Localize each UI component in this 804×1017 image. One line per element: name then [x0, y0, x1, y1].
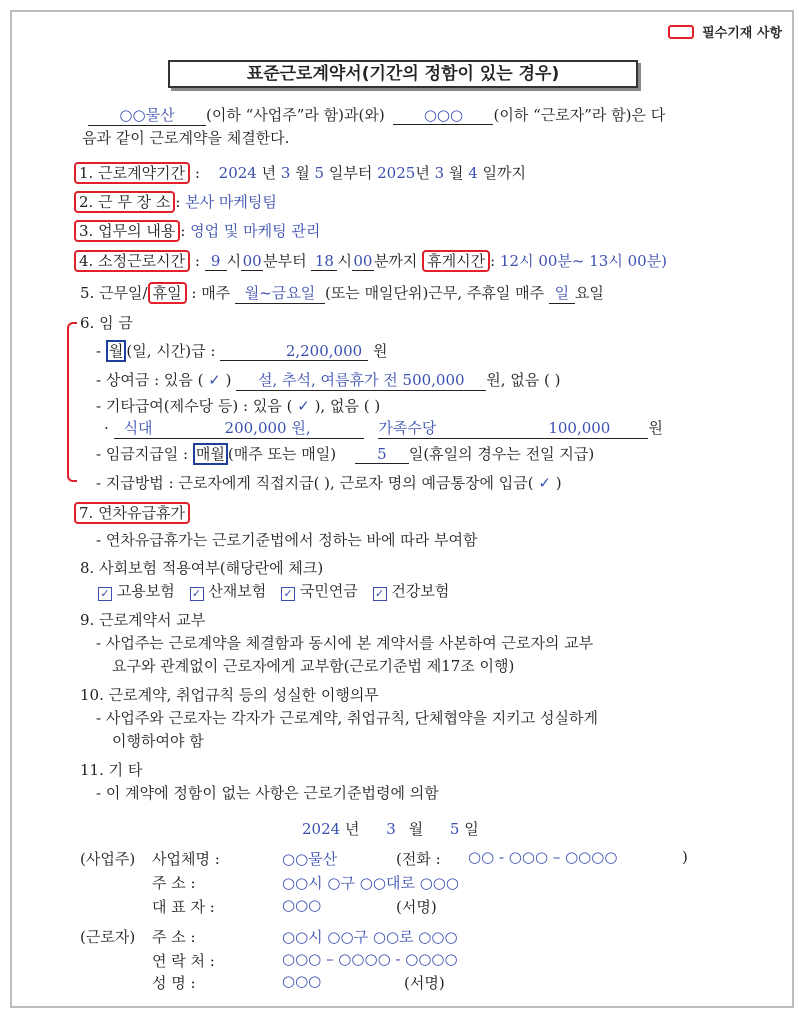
employer-address-value[interactable]: ○○시 ○구 ○○대로 ○○○ — [282, 874, 459, 892]
faithful-performance-line-1: - 사업주와 근로자는 각자가 근로계약, 취업규칙, 단체협약을 지키고 성실하게 — [96, 709, 598, 727]
s3-num: 3. — [79, 222, 94, 240]
holiday-label: 휴일 — [148, 282, 187, 304]
workplace-value[interactable]: 본사 마케팅팀 — [185, 193, 277, 211]
s1-year2-text: 년 — [415, 164, 430, 182]
other-pay-check-icon[interactable]: ✓ — [297, 397, 310, 415]
worker-name-field[interactable]: ○○○ — [393, 106, 493, 125]
section-annual-leave — [74, 502, 190, 523]
other-pay-detail-row — [104, 417, 663, 439]
payday-text-3: 일(휴일의 경우는 전일 지급) — [408, 445, 595, 463]
workplace-label — [74, 191, 175, 213]
date-month-text: 월 — [408, 820, 424, 838]
worker-contact-value[interactable]: ○○○ – ○○○○ - ○○○○ — [282, 950, 458, 968]
s1-until-text: 일까지 — [482, 164, 527, 182]
intro-text-1: (이하 “사업주”라 함)과(와) — [206, 106, 385, 124]
s2-colon: : — [175, 193, 186, 211]
social-insurance-row — [98, 580, 449, 601]
s1-month-text: 월 — [295, 164, 310, 182]
s5-text-2: : 매주 — [191, 284, 231, 302]
section-workdays — [80, 282, 604, 304]
date-year[interactable]: 2024 — [302, 820, 341, 838]
intro-line-2: 음과 같이 근로계약을 체결한다. — [82, 129, 290, 147]
allowance-2-unit: 원 — [648, 419, 663, 437]
break-time-value[interactable]: 12시 00분~ 13시 00분) — [500, 252, 668, 270]
legend-red-box-icon — [668, 25, 694, 39]
contract-delivery-title: 9. 근로계약서 교부 — [80, 611, 206, 629]
allowance-1-unit: 원, — [291, 419, 311, 437]
employer-signature[interactable]: (서명) — [396, 898, 437, 916]
s4-until-text: 분까지 — [373, 252, 418, 270]
other-pay-close: ), 없음 ( ) — [314, 397, 381, 415]
contract-date — [302, 818, 479, 839]
wage-row — [96, 340, 387, 361]
s5-text-4: 요일 — [574, 284, 604, 302]
worker-signature[interactable]: (서명) — [404, 974, 445, 992]
s1-num: 1. — [79, 164, 94, 182]
bullet-dot: · — [104, 419, 109, 437]
health-insurance-label: 건강보험 — [391, 582, 450, 600]
payday-value[interactable]: 5 — [355, 445, 409, 464]
s4-colon-2: : — [490, 252, 500, 270]
bonus-value[interactable]: 설, 추석, 여름휴가 전 500,000 — [236, 369, 486, 391]
contract-period-label — [74, 162, 190, 184]
worker-address-label: 주 소 : — [152, 928, 196, 946]
start-minute[interactable]: 00 — [242, 252, 262, 270]
allowance-2-name: 가족수당 — [378, 419, 437, 437]
employer-phone-label: (전화 : — [396, 850, 441, 868]
s4-hour2-text: 시 — [337, 252, 352, 270]
s1-month2-text: 월 — [448, 164, 464, 182]
start-month[interactable]: 3 — [280, 164, 291, 182]
date-day-text: 일 — [464, 820, 479, 838]
allowance-1-value: 200,000 — [224, 419, 287, 437]
end-hour[interactable]: 18 — [311, 252, 337, 271]
employer-rep-label: 대 표 자 : — [152, 898, 215, 916]
payday-text-2: (매주 또는 매일) — [227, 445, 337, 463]
employer-address-label: 주 소 : — [152, 874, 196, 892]
section-workplace — [74, 191, 277, 212]
employment-insurance-checkbox[interactable]: ✓ — [98, 587, 112, 601]
s4-colon: : — [194, 252, 200, 270]
page-title: 표준근로계약서(기간의 정함이 있는 경우) — [168, 60, 638, 88]
s3-label: 업무의 내용 — [98, 222, 176, 240]
employer-company-value[interactable]: ○○물산 — [282, 850, 338, 868]
other-pay-text: - 기타급여(제수당 등) : 있음 ( — [96, 397, 293, 415]
end-minute[interactable]: 00 — [353, 252, 373, 270]
intro-text-2: (이하 “근로자”라 함)은 다 — [493, 106, 666, 124]
wage-unit: 원 — [372, 342, 388, 360]
monthly-wage-box: 월 — [106, 340, 127, 362]
s1-colon: : — [194, 164, 200, 182]
allowance-1-name: 식대 — [123, 419, 153, 437]
section-job-description — [74, 220, 320, 241]
bank-deposit-check-icon[interactable]: ✓ — [538, 474, 551, 492]
employer-phone-close: ) — [682, 848, 688, 866]
s3-colon: : — [180, 222, 191, 240]
bonus-close: ) — [225, 371, 232, 389]
bonus-check-icon[interactable]: ✓ — [208, 371, 221, 389]
wage-section-bracket — [67, 322, 77, 482]
s5-text-1: 5. 근무일/ — [80, 284, 148, 302]
worker-address-value[interactable]: ○○시 ○○구 ○○로 ○○○ — [282, 928, 458, 946]
contract-delivery-line-2: 요구와 관계없이 근로자에게 교부함(근로기준법 제17조 이행) — [112, 657, 515, 675]
weekly-holiday-value[interactable]: 일 — [549, 282, 575, 304]
annual-leave-label: 7. 연차유급휴가 — [74, 502, 190, 524]
other-pay-row — [96, 395, 380, 416]
payday-text: - 임금지급일 : — [96, 445, 189, 463]
date-month[interactable]: 3 — [386, 820, 396, 838]
industrial-accident-label: 산재보험 — [208, 582, 267, 600]
national-pension-label: 국민연금 — [299, 582, 358, 600]
contract-delivery-line-1: - 사업주는 근로계약을 체결함과 동시에 본 계약서를 사본하여 근로자의 교부 — [96, 634, 594, 652]
annual-leave-text: - 연차유급휴가는 근로기준법에서 정하는 바에 따라 부여함 — [96, 531, 478, 549]
payment-method-close: ) — [555, 474, 562, 492]
wage-value[interactable]: 2,200,000 — [220, 342, 368, 361]
worker-name-label: 성 명 : — [152, 974, 196, 992]
employer-company-label: 사업체명 : — [152, 850, 220, 868]
others-title: 11. 기 타 — [80, 761, 143, 779]
s2-label: 근 무 장 소 — [98, 193, 171, 211]
health-insurance-checkbox[interactable]: ✓ — [373, 587, 387, 601]
worker-role: (근로자) — [80, 928, 136, 946]
wage-section-title: 6. 임 금 — [80, 314, 133, 332]
s4-num: 4. — [79, 252, 94, 270]
job-description-value[interactable]: 영업 및 마케팅 관리 — [190, 222, 321, 240]
s1-year-text: 년 — [261, 164, 277, 182]
s4-from-text: 분부터 — [263, 252, 307, 270]
social-insurance-title: 8. 사회보험 적용여부(해당란에 체크) — [80, 559, 324, 577]
end-month[interactable]: 3 — [434, 164, 445, 182]
industrial-accident-checkbox[interactable]: ✓ — [190, 587, 204, 601]
faithful-performance-line-2: 이행하여야 함 — [112, 732, 204, 750]
s4-hour-text: 시 — [226, 252, 242, 270]
s2-num: 2. — [79, 193, 94, 211]
date-year-text: 년 — [344, 820, 360, 838]
job-description-label — [74, 220, 180, 242]
break-time-label: 휴게시간 — [422, 250, 490, 272]
date-day[interactable]: 5 — [449, 820, 460, 838]
legend-label: 필수기재 사항 — [702, 26, 782, 41]
intro-line-1 — [88, 104, 665, 126]
wage-dash: - — [96, 342, 102, 360]
payday-monthly-box: 매월 — [193, 443, 228, 465]
employer-rep-value[interactable]: ○○○ — [282, 896, 322, 914]
legend — [668, 22, 782, 41]
allowance-2[interactable] — [378, 417, 648, 439]
s1-label: 근로계약기간 — [98, 164, 186, 182]
payment-method-row — [96, 472, 562, 493]
payment-method-text: - 지급방법 : 근로자에게 직접지급( ), 근로자 명의 예금통장에 입금( — [96, 474, 534, 492]
employment-insurance-label: 고용보험 — [116, 582, 175, 600]
employer-role: (사업주) — [80, 850, 136, 868]
s5-text-3: (또는 매일단위)근무, 주휴일 매주 — [324, 284, 545, 302]
section-working-hours — [74, 250, 667, 271]
start-year[interactable]: 2024 — [218, 164, 257, 182]
bonus-row — [96, 369, 561, 391]
wage-text: (일, 시간)급 : — [126, 342, 216, 360]
others-line-1: - 이 계약에 정함이 없는 사항은 근로기준법령에 의함 — [96, 784, 439, 802]
workdays-value[interactable]: 월~금요일 — [235, 282, 325, 304]
allowance-1[interactable] — [114, 417, 364, 439]
working-hours-label — [74, 250, 190, 272]
start-hour[interactable]: 9 — [205, 252, 227, 271]
faithful-performance-title: 10. 근로계약, 취업규칙 등의 성실한 이행의무 — [80, 686, 379, 704]
payday-row — [96, 443, 594, 464]
section-contract-period — [74, 162, 526, 183]
employer-name-field[interactable]: ○○물산 — [88, 104, 206, 126]
employer-phone-value[interactable]: ○○ - ○○○ – ○○○○ — [468, 848, 618, 866]
end-year[interactable]: 2025 — [377, 164, 416, 182]
bonus-unit: 원, 없음 ( ) — [486, 371, 561, 389]
end-day[interactable]: 4 — [468, 164, 478, 182]
worker-name-value[interactable]: ○○○ — [282, 972, 322, 990]
s4-label: 소정근로시간 — [98, 252, 186, 270]
bonus-text: - 상여금 : 있음 ( — [96, 371, 204, 389]
worker-contact-label: 연 락 처 : — [152, 952, 215, 970]
s1-from-text: 일부터 — [328, 164, 373, 182]
start-day[interactable]: 5 — [314, 164, 325, 182]
allowance-2-value: 100,000 — [548, 419, 611, 437]
national-pension-checkbox[interactable]: ✓ — [281, 587, 295, 601]
